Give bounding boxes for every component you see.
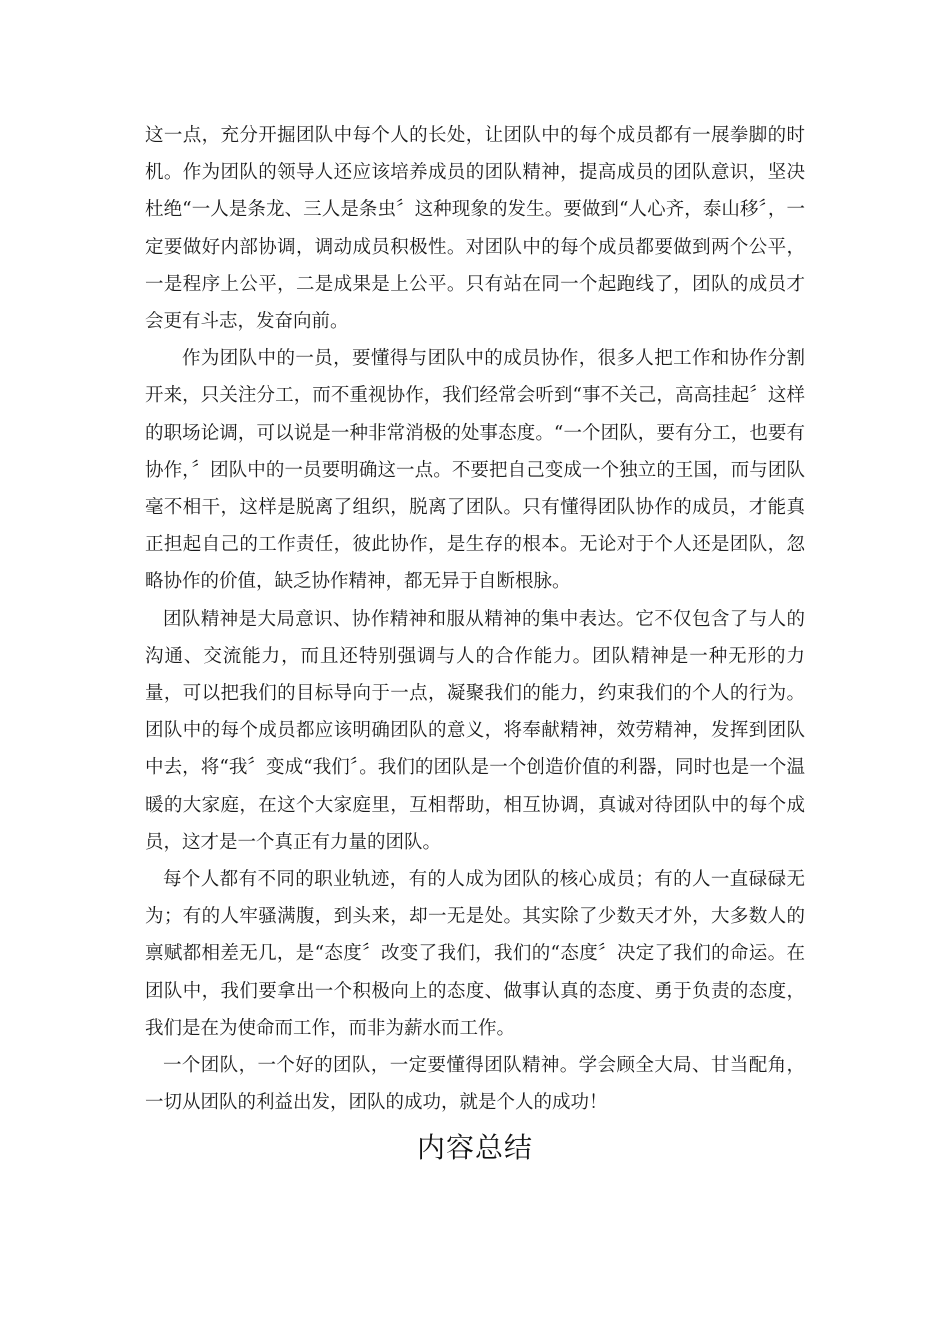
paragraph: 每个人都有不同的职业轨迹，有的人成为团队的核心成员；有的人一直碌碌无为；有的人牢骚满腹，到头来，却一无是处。其实除了少数天才外，大多数人的禀赋都相差无几，是“态度〞改变了我们，我们的“态度〞决定了我们的命运。在团队中，我们要拿出一个积极向上的态度、做事认真的态度、勇于负责的态度，我们是在为使命而工作，而非为薪水而工作。 bbox=[145, 869, 805, 1039]
document-body bbox=[145, 117, 805, 1121]
paragraph: 一个团队，一个好的团队，一定要懂得团队精神。学会顾全大局、甘当配角，一切从团队的利益出发，团队的成功，就是个人的成功！ bbox=[145, 1055, 805, 1114]
paragraph: 团队精神是大局意识、协作精神和服从精神的集中表达。它不仅包含了与人的沟通、交流能力，而且还特别强调与人的合作能力。团队精神是一种无形的力量，可以把我们的目标导向于一点，凝聚我们的能力，约束我们的个人的行为。团队中的每个成员都应该明确团队的意义，将奉献精神，效劳精神，发挥到团队中去，将“我〞变成“我们〞。我们的团队是一个创造价值的利器，同时也是一个温暖的大家庭，在这个大家庭里，互相帮助，相互协调，真诚对待团队中的每个成员，这才是一个真正有力量的团队。 bbox=[145, 608, 805, 853]
paragraph: 这一点，充分开掘团队中每个人的长处，让团队中的每个成员都有一展拳脚的时机。作为团队的领导人还应该培养成员的团队精神，提高成员的团队意识，坚决杜绝“一人是条龙、三人是条虫〞这种现象的发生。要做到“人心齐，泰山移〞，一定要做好内部协调，调动成员积极性。对团队中的每个成员都要做到两个公平，一是程序上公平，二是成果是上公平。只有站在同一个起跑线了，团队的成员才会更有斗志，发奋向前。 bbox=[145, 125, 805, 333]
summary-heading: 内容总结 bbox=[416, 1131, 533, 1164]
paragraph: 作为团队中的一员，要懂得与团队中的成员协作，很多人把工作和协作分割开来，只关注分工，而不重视协作，我们经常会听到“事不关己，高高挂起〞这样的职场论调，可以说是一种非常消极的处事态度。“一个团队，要有分工，也要有协作，〞团队中的一员要明确这一点。不要把自己变成一个独立的王国，而与团队毫不相干，这样是脱离了组织，脱离了团队。只有懂得团队协作的成员，才能真正担起自己的工作责任，彼此协作，是生存的根本。无论对于个人还是团队，忽略协作的价值，缺乏协作精神，都无异于自断根脉。 bbox=[145, 348, 805, 593]
